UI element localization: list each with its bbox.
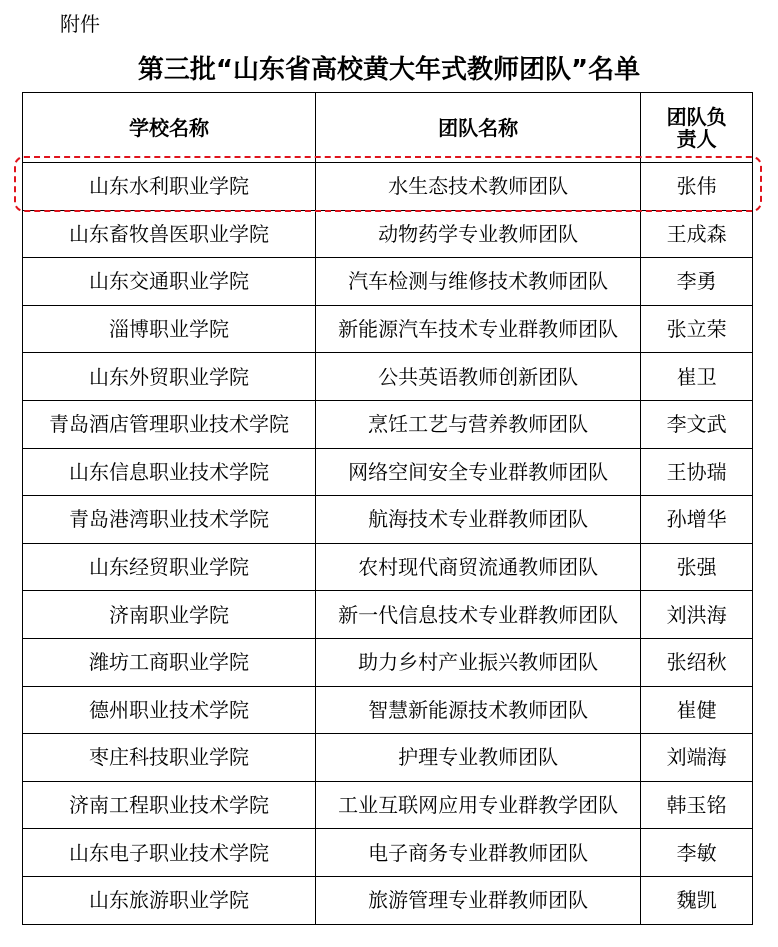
cell-leader: 韩玉铭	[641, 781, 753, 829]
cell-team: 新一代信息技术专业群教师团队	[316, 591, 641, 639]
cell-team: 旅游管理专业群教师团队	[316, 876, 641, 924]
cell-team: 智慧新能源技术教师团队	[316, 686, 641, 734]
header-school: 学校名称	[23, 93, 316, 163]
cell-team: 航海技术专业群教师团队	[316, 496, 641, 544]
table-row	[23, 496, 753, 544]
table-row	[23, 543, 753, 591]
cell-school: 济南职业学院	[23, 591, 316, 639]
table-row	[23, 163, 753, 211]
table-body	[23, 163, 753, 925]
document-title: 第三批“山东省高校黄大年式教师团队”名单	[137, 55, 641, 85]
cell-leader: 孙增华	[641, 496, 753, 544]
cell-school: 青岛酒店管理职业技术学院	[23, 400, 316, 448]
table-row	[23, 305, 753, 353]
cell-leader: 李勇	[641, 258, 753, 306]
cell-team: 网络空间安全专业群教师团队	[316, 448, 641, 496]
cell-leader: 王协瑞	[641, 448, 753, 496]
cell-school: 山东水利职业学院	[23, 163, 316, 211]
cell-leader: 刘端海	[641, 734, 753, 782]
cell-leader: 张伟	[641, 163, 753, 211]
cell-team: 电子商务专业群教师团队	[316, 829, 641, 877]
cell-leader: 张立荣	[641, 305, 753, 353]
cell-leader: 刘洪海	[641, 591, 753, 639]
cell-school: 潍坊工商职业学院	[23, 638, 316, 686]
table-row	[23, 353, 753, 401]
cell-school: 山东电子职业技术学院	[23, 829, 316, 877]
cell-school: 德州职业技术学院	[23, 686, 316, 734]
cell-team: 工业互联网应用专业群教学团队	[316, 781, 641, 829]
cell-leader: 张强	[641, 543, 753, 591]
cell-school: 山东外贸职业学院	[23, 353, 316, 401]
table-row	[23, 734, 753, 782]
table-row	[23, 591, 753, 639]
cell-team: 农村现代商贸流通教师团队	[316, 543, 641, 591]
cell-team: 水生态技术教师团队	[316, 163, 641, 211]
cell-school: 山东信息职业技术学院	[23, 448, 316, 496]
table-row	[23, 210, 753, 258]
cell-school: 枣庄科技职业学院	[23, 734, 316, 782]
cell-leader: 崔健	[641, 686, 753, 734]
cell-school: 青岛港湾职业技术学院	[23, 496, 316, 544]
cell-school: 山东经贸职业学院	[23, 543, 316, 591]
cell-leader: 张绍秋	[641, 638, 753, 686]
cell-team: 汽车检测与维修技术教师团队	[316, 258, 641, 306]
cell-school: 济南工程职业技术学院	[23, 781, 316, 829]
table-row	[23, 258, 753, 306]
cell-leader: 李敏	[641, 829, 753, 877]
cell-team: 公共英语教师创新团队	[316, 353, 641, 401]
table-row	[23, 876, 753, 924]
table-row	[23, 686, 753, 734]
table-row	[23, 400, 753, 448]
cell-leader: 崔卫	[641, 353, 753, 401]
table-row	[23, 638, 753, 686]
cell-team: 助力乡村产业振兴教师团队	[316, 638, 641, 686]
header-leader: 团队负责人	[641, 93, 753, 163]
table-row	[23, 448, 753, 496]
cell-team: 动物药学专业教师团队	[316, 210, 641, 258]
table-row	[23, 829, 753, 877]
cell-team: 新能源汽车技术专业群教师团队	[316, 305, 641, 353]
cell-team: 烹饪工艺与营养教师团队	[316, 400, 641, 448]
header-team: 团队名称	[316, 93, 641, 163]
attachment-label: 附件	[60, 12, 100, 36]
cell-leader: 魏凯	[641, 876, 753, 924]
cell-team: 护理专业教师团队	[316, 734, 641, 782]
cell-school: 山东旅游职业学院	[23, 876, 316, 924]
team-roster-table	[22, 92, 753, 925]
cell-school: 淄博职业学院	[23, 305, 316, 353]
cell-leader: 李文武	[641, 400, 753, 448]
cell-school: 山东畜牧兽医职业学院	[23, 210, 316, 258]
cell-leader: 王成森	[641, 210, 753, 258]
cell-school: 山东交通职业学院	[23, 258, 316, 306]
table-header-row	[23, 93, 753, 163]
table-row	[23, 781, 753, 829]
